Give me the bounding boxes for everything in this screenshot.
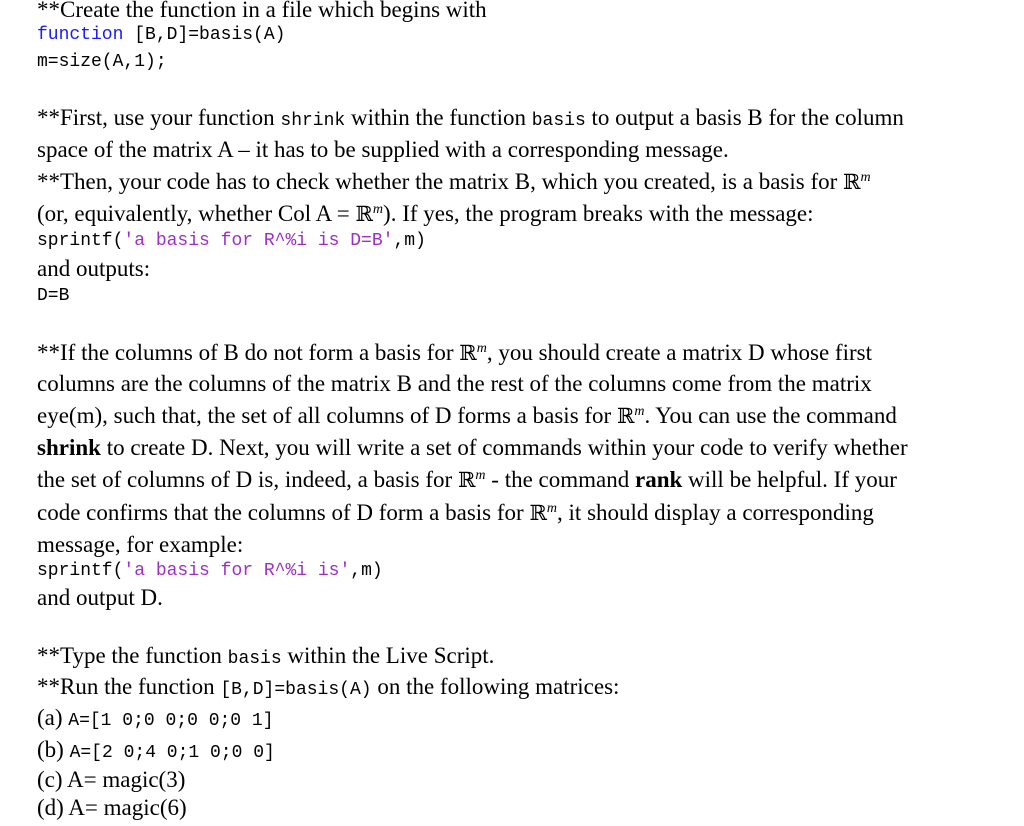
size-line: m=size(A,1); bbox=[37, 52, 167, 72]
output-d-line: and output D. bbox=[37, 585, 163, 610]
then-line-1: **Then, your code has to check whether the matrix B, which you created, is a basis for ℝ$^m$ bbox=[37, 169, 871, 194]
matrix-a: (a) A=[1 0;0 0;0 0;0 1] bbox=[37, 705, 274, 731]
matrix-c: (c) A= magic(3) bbox=[37, 767, 186, 792]
sprintf-basis-line: sprintf('a basis for R^%i is D=B',m) bbox=[37, 231, 426, 251]
function-keyword: function bbox=[37, 25, 124, 45]
function-signature: function [B,D]=basis(A) bbox=[37, 25, 286, 45]
if-line-4: shrink to create D. Next, you will write a set of commands within your code to verify whether bbox=[37, 435, 908, 460]
sprintf-is-line: sprintf('a basis for R^%i is',m) bbox=[37, 561, 383, 581]
d-eq-b-code: D=B bbox=[37, 286, 70, 306]
first-line-1: **First, use your function shrink within the function basis to output a basis B for the column bbox=[37, 105, 904, 131]
if-line-1: **If the columns of B do not form a basis for ℝ$^m$, you should create a matrix D whose first bbox=[37, 340, 872, 365]
matrix-b: (b) A=[2 0;4 0;1 0;0 0] bbox=[37, 737, 275, 763]
then-line-2: (or, equivalently, whether Col A = ℝ$^m$). If yes, the program breaks with the message: bbox=[37, 201, 814, 226]
outputs-line: and outputs: bbox=[37, 256, 151, 281]
matrix-d: (d) A= magic(6) bbox=[37, 795, 187, 820]
if-line-5: the set of columns of D is, indeed, a basis for ℝ$^m$ - the command rank will be helpful. If your bbox=[37, 467, 897, 492]
if-line-3: eye(m), such that, the set of all columns of D forms a basis for ℝ$^m$. You can use the command bbox=[37, 403, 897, 428]
header-line: **Create the function in a file which begins with bbox=[37, 0, 487, 22]
type-line: **Type the function basis within the Live Script. bbox=[37, 643, 495, 669]
if-line-7: message, for example: bbox=[37, 532, 244, 557]
if-line-6: code confirms that the columns of D form a basis for ℝ$^m$, it should display a corresponding bbox=[37, 500, 874, 525]
run-line: **Run the function [B,D]=basis(A) on the following matrices: bbox=[37, 674, 620, 700]
first-line-2: space of the matrix A – it has to be supplied with a corresponding message. bbox=[37, 137, 729, 162]
if-line-2: columns are the columns of the matrix B and the rest of the columns come from the matrix bbox=[37, 371, 872, 396]
